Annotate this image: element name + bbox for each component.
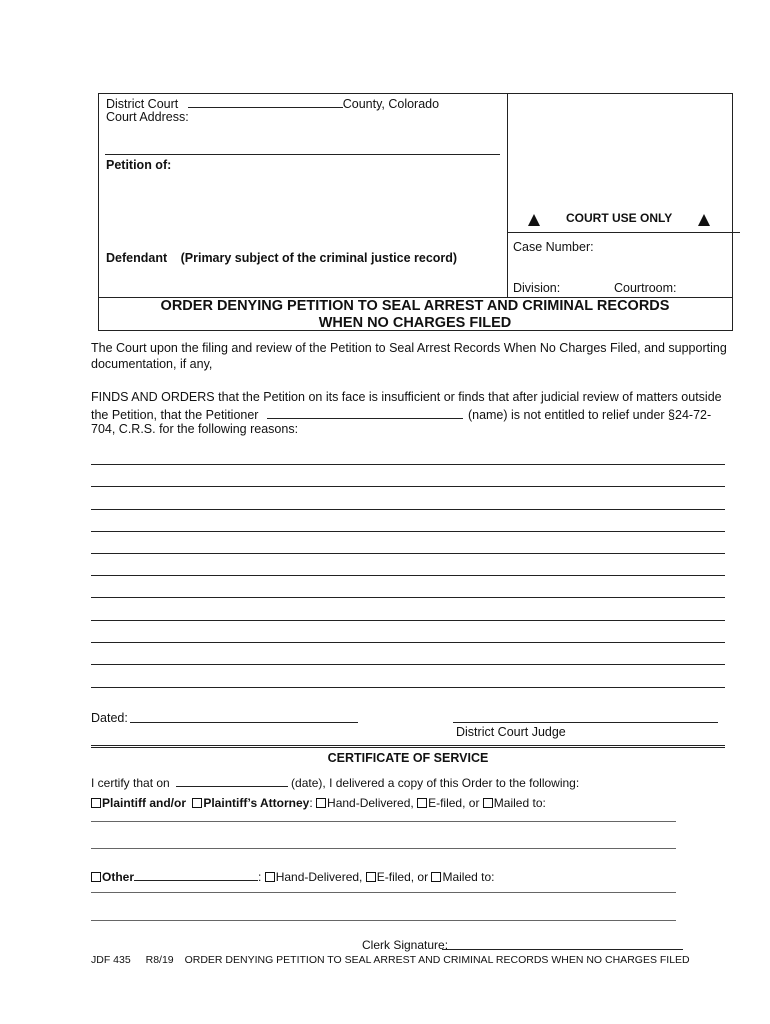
plaintiff-address-line[interactable] bbox=[91, 821, 676, 822]
section-separator bbox=[91, 747, 725, 748]
e-filed-checkbox[interactable] bbox=[417, 798, 427, 808]
mailed-to-label: Mailed to: bbox=[442, 870, 495, 884]
footer-form-title: ORDER DENYING PETITION TO SEAL ARREST AND CRIMINAL RECORDS WHEN NO CHARGES FILED bbox=[184, 954, 690, 966]
para2-line3: 704, C.R.S. for the following reasons: bbox=[91, 422, 299, 436]
certify-rest: (date), I delivered a copy of this Order to the following: bbox=[291, 776, 580, 790]
hand-delivered-checkbox[interactable] bbox=[265, 872, 275, 882]
reasons-line[interactable] bbox=[91, 664, 725, 665]
reasons-line[interactable] bbox=[91, 620, 725, 621]
petition-of-label: Petition of: bbox=[106, 158, 172, 172]
mailed-to-checkbox[interactable] bbox=[483, 798, 493, 808]
court-use-only-label: COURT USE ONLY bbox=[566, 211, 673, 225]
petitioner-name-blank[interactable] bbox=[267, 406, 463, 419]
reasons-line[interactable] bbox=[91, 642, 725, 643]
plaintiff-service-line: Plaintiff and/or Plaintiff’s Attorney: Hand-Delivered, E-filed, or Mailed to: bbox=[91, 796, 546, 811]
judge-signature-line[interactable] bbox=[453, 722, 718, 723]
para1-line2: documentation, if any, bbox=[91, 357, 213, 371]
hand-delivered-label: Hand-Delivered, bbox=[275, 870, 363, 884]
reasons-line[interactable] bbox=[91, 531, 725, 532]
certify-label: I certify that on bbox=[91, 776, 170, 790]
e-filed-checkbox[interactable] bbox=[366, 872, 376, 882]
other-checkbox[interactable] bbox=[91, 872, 101, 882]
dated-blank[interactable] bbox=[130, 722, 358, 723]
petitioner-label: the Petition, that the Petitioner bbox=[91, 408, 259, 422]
hand-delivered-checkbox[interactable] bbox=[316, 798, 326, 808]
reasons-line[interactable] bbox=[91, 486, 725, 487]
reasons-line[interactable] bbox=[91, 597, 725, 598]
defendant-label bbox=[106, 251, 457, 266]
county-name-blank[interactable] bbox=[188, 95, 343, 108]
plaintiff-address-line[interactable] bbox=[91, 848, 676, 849]
plaintiff-label: Plaintiff and/or bbox=[102, 796, 186, 810]
address-divider-line bbox=[105, 154, 500, 155]
para1-line1: The Court upon the filing and review of the Petition to Seal Arrest Records When No Charges Filed, and supporting bbox=[91, 341, 727, 355]
reasons-line[interactable] bbox=[91, 509, 725, 510]
relief-text: (name) is not entitled to relief under §24-72- bbox=[467, 408, 712, 422]
court-address-label: Court Address: bbox=[106, 110, 189, 124]
form-title-line1: ORDER DENYING PETITION TO SEAL ARREST AND CRIMINAL RECORDS bbox=[160, 298, 670, 314]
section-separator bbox=[91, 745, 725, 746]
arrow-up-icon bbox=[698, 214, 710, 226]
other-label: Other bbox=[102, 870, 135, 884]
reasons-line[interactable] bbox=[91, 575, 725, 576]
reasons-line[interactable] bbox=[91, 464, 725, 465]
other-service-line: Other : Hand-Delivered, E-filed, or Mailed to: bbox=[91, 868, 494, 885]
clerk-signature-line[interactable] bbox=[442, 949, 683, 950]
para2-line2 bbox=[91, 406, 711, 423]
district-court-label: District Court bbox=[106, 97, 179, 111]
revision: R8/19 bbox=[145, 954, 174, 966]
clerk-signature-label: Clerk Signature: bbox=[362, 938, 449, 952]
courtroom-label[interactable]: Courtroom: bbox=[614, 281, 677, 295]
other-name-blank[interactable] bbox=[134, 868, 258, 881]
judge-label: District Court Judge bbox=[456, 725, 566, 739]
court-use-divider bbox=[507, 232, 740, 233]
reasons-line[interactable] bbox=[91, 687, 725, 688]
e-filed-label: E-filed, or bbox=[376, 870, 429, 884]
service-date-blank[interactable] bbox=[176, 774, 288, 787]
plaintiff-attorney-checkbox[interactable] bbox=[192, 798, 202, 808]
other-address-line[interactable] bbox=[91, 920, 676, 921]
certify-line bbox=[91, 774, 579, 791]
county-label: County, Colorado bbox=[342, 97, 440, 111]
footer bbox=[91, 953, 690, 968]
form-title-line2: WHEN NO CHARGES FILED bbox=[318, 315, 512, 331]
case-number-label[interactable]: Case Number: bbox=[513, 240, 594, 254]
mailed-to-label: Mailed to: bbox=[493, 796, 546, 810]
defendant-note: (Primary subject of the criminal justice record) bbox=[180, 251, 458, 265]
division-label[interactable]: Division: bbox=[513, 281, 561, 295]
para2-line1: FINDS AND ORDERS that the Petition on its face is insufficient or finds that after judicial review of matters outside bbox=[91, 390, 722, 404]
certificate-heading: CERTIFICATE OF SERVICE bbox=[327, 751, 489, 765]
dated-label: Dated: bbox=[91, 711, 128, 725]
plaintiff-checkbox[interactable] bbox=[91, 798, 101, 808]
caption-divider-vertical bbox=[507, 93, 508, 297]
e-filed-label: E-filed, or bbox=[428, 796, 480, 810]
plaintiff-attorney-label: Plaintiff’s Attorney bbox=[203, 796, 310, 810]
mailed-to-checkbox[interactable] bbox=[431, 872, 441, 882]
arrow-up-icon bbox=[528, 214, 540, 226]
form-number: JDF 435 bbox=[91, 954, 131, 966]
hand-delivered-label: Hand-Delivered, bbox=[327, 796, 414, 810]
defendant-label-text: Defendant bbox=[106, 251, 168, 265]
form-title bbox=[98, 297, 732, 332]
other-address-line[interactable] bbox=[91, 892, 676, 893]
reasons-line[interactable] bbox=[91, 553, 725, 554]
